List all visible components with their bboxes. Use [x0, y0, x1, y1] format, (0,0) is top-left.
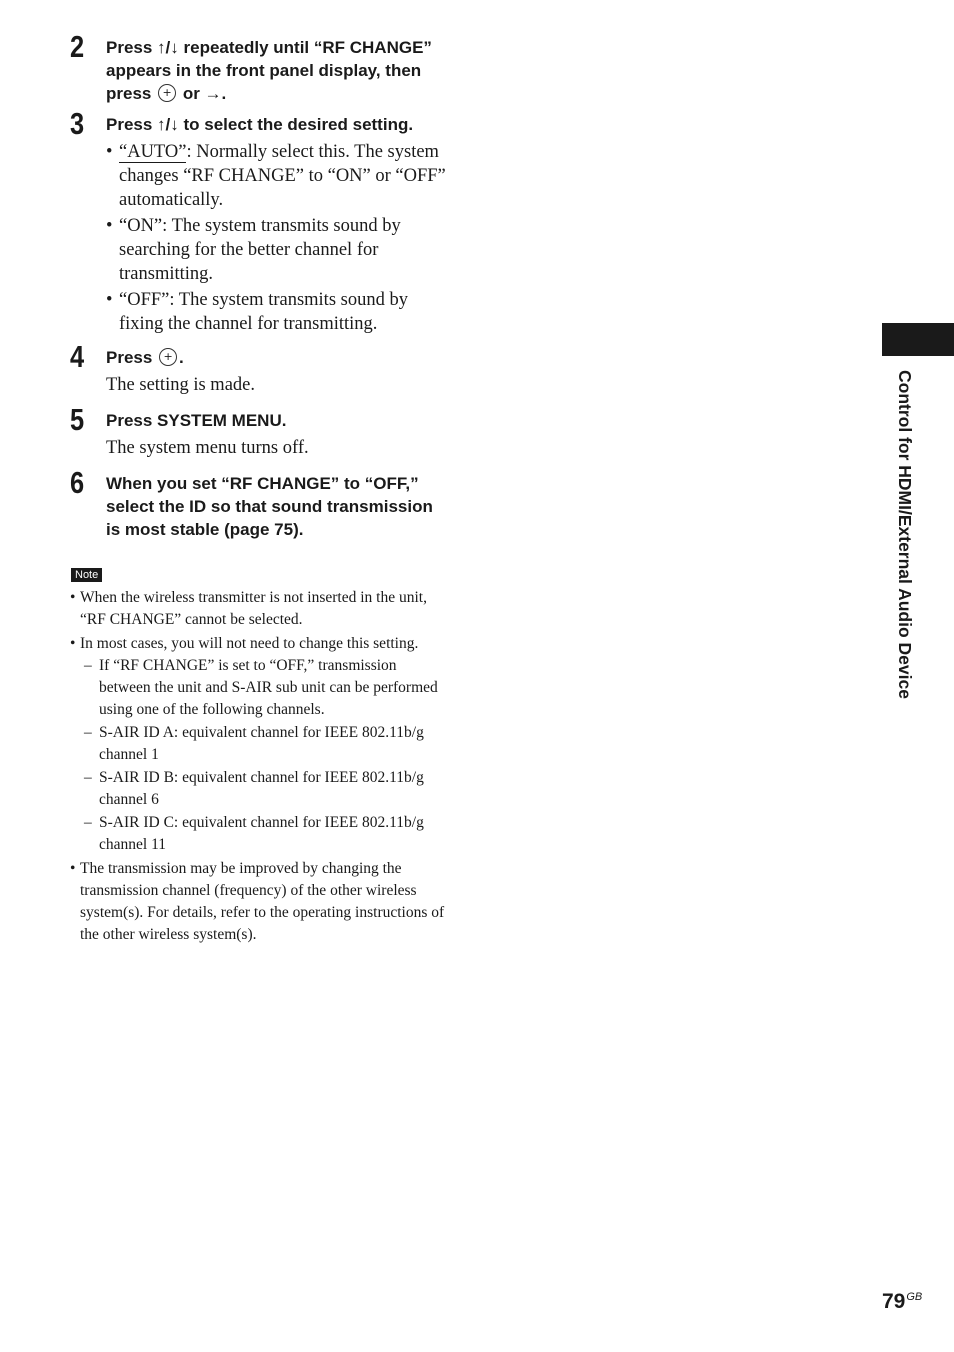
- step-number: 5: [70, 402, 85, 437]
- page-number: [882, 1284, 922, 1315]
- step-result: The setting is made.: [106, 375, 255, 395]
- step-number: 6: [70, 465, 85, 500]
- step-heading-text: .: [221, 84, 227, 103]
- instruction-column: [68, 29, 448, 948]
- note-text: In most cases, you will not need to change this setting.: [80, 635, 419, 652]
- page-number-value: 79: [882, 1290, 906, 1313]
- step-heading-text: Press: [106, 38, 158, 57]
- step-4: [68, 339, 448, 397]
- step-heading: Press SYSTEM MENU.: [106, 411, 287, 430]
- step-3: [68, 106, 448, 336]
- up-down-arrows-icon: ↑/↓: [157, 38, 179, 57]
- section-title: Control for HDMI/External Audio Device: [895, 370, 915, 699]
- note-list: [68, 587, 448, 946]
- note-badge: Note: [71, 568, 102, 582]
- step-heading-text: or: [178, 84, 205, 103]
- step-result: The system menu turns off.: [106, 438, 309, 458]
- step-heading-text: .: [179, 348, 184, 367]
- list-item: • “OFF”: The system transmits sound by fixing the channel for transmitting.: [106, 288, 448, 336]
- step-number: 3: [70, 106, 85, 141]
- setting-options-list: [106, 140, 448, 336]
- option-text: : Normally select this. The system changes “RF CHANGE” to “ON” or “OFF” automatically.: [119, 142, 446, 210]
- step-heading: [106, 113, 448, 136]
- list-item: – S-AIR ID B: equivalent channel for IEEE 802.11b/g channel 6: [68, 767, 448, 811]
- list-item: [106, 140, 448, 212]
- step-heading-text: to select the desired setting.: [178, 115, 414, 134]
- step-6: [68, 465, 448, 541]
- list-item: [68, 633, 448, 856]
- list-item: • The transmission may be improved by changing the transmission channel (frequency) of the other wireless system(s). For details, refer to the operating instructions of the other wireless system(s).: [68, 858, 448, 946]
- list-item: – If “RF CHANGE” is set to “OFF,” transmission between the unit and S-AIR sub unit can be performed using one of the following channels.: [68, 655, 448, 721]
- step-heading: [106, 346, 448, 369]
- step-heading-text: Press: [106, 115, 158, 134]
- option-keyword: “AUTO”: [119, 142, 187, 162]
- step-5: [68, 402, 448, 460]
- list-item: • When the wireless transmitter is not inserted in the unit, “RF CHANGE” cannot be selected.: [68, 587, 448, 631]
- section-tab-marker: [882, 323, 954, 356]
- list-item: • “ON”: The system transmits sound by searching for the better channel for transmitting.: [106, 214, 448, 286]
- enter-button-icon: [158, 84, 176, 102]
- step-heading-text: repeatedly until “RF CHANGE” appears in the front panel display, then press: [106, 38, 432, 103]
- list-item: – S-AIR ID A: equivalent channel for IEEE 802.11b/g channel 1: [68, 722, 448, 766]
- step-heading: [106, 36, 448, 105]
- step-number: 2: [70, 29, 85, 64]
- up-down-arrows-icon: ↑/↓: [157, 115, 179, 134]
- right-arrow-icon: →: [204, 84, 222, 103]
- step-heading: When you set “RF CHANGE” to “OFF,” select the ID so that sound transmission is most stable (page 75).: [106, 474, 433, 539]
- page-region-suffix: GB: [906, 1291, 923, 1303]
- step-2: [68, 29, 448, 105]
- step-number: 4: [70, 339, 85, 374]
- note-section: [68, 565, 448, 946]
- step-heading-text: Press: [106, 348, 158, 367]
- enter-button-icon: [159, 348, 177, 366]
- list-item: – S-AIR ID C: equivalent channel for IEEE 802.11b/g channel 11: [68, 812, 448, 856]
- channel-list: [80, 655, 448, 856]
